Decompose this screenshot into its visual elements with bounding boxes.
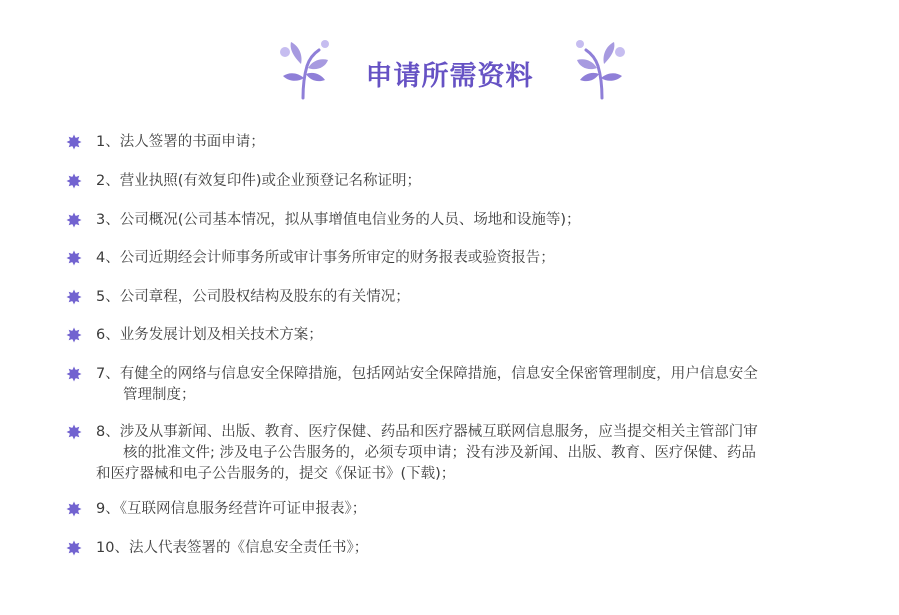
item-text: 2、营业执照(有效复印件)或企业预登记名称证明； xyxy=(96,173,422,189)
flower-bullet-icon xyxy=(66,134,82,150)
item-text: 3、公司概况(公司基本情况，拟从事增值电信业务的人员、场地和设施等)； xyxy=(96,212,581,228)
item-text: 9、《互联网信息服务经营许可证申报表》； xyxy=(96,501,367,517)
flower-bullet-icon xyxy=(66,540,82,556)
item-text: 10、法人代表签署的《信息安全责任书》； xyxy=(96,540,369,556)
flower-bullet-icon xyxy=(66,424,82,440)
item-text: 6、业务发展计划及相关技术方案； xyxy=(96,327,323,343)
item-text: 1、法人签署的书面申请； xyxy=(96,134,265,150)
flower-bullet-icon xyxy=(66,366,82,382)
item-text: 8、涉及从事新闻、出版、教育、医疗保健、药品和医疗器械互联网信息服务，应当提交相关主管部门审 核的批准文件; 涉及电子公告服务的，必须专项申请；没有涉及新闻、出版、教育、医疗保健、药品 和医疗器械和电子公告服务的，提交《保证书》(下载)； xyxy=(96,424,758,482)
flower-bullet-icon xyxy=(66,289,82,305)
flower-bullet-icon xyxy=(66,212,82,228)
flower-bullet-icon xyxy=(66,250,82,266)
flower-bullet-icon xyxy=(66,501,82,517)
item-text: 7、有健全的网络与信息安全保障措施，包括网站安全保障措施，信息安全保密管理制度，用户信息安全 管理制度； xyxy=(96,366,758,403)
page-title: 申请所需资料 xyxy=(365,61,534,92)
flower-bullet-icon xyxy=(66,173,82,189)
flower-bullet-icon xyxy=(66,327,82,343)
item-text: 5、公司章程，公司股权结构及股东的有关情况； xyxy=(96,289,410,305)
item-text: 4、公司近期经会计师事务所或审计事务所审定的财务报表或验资报告； xyxy=(96,250,555,266)
